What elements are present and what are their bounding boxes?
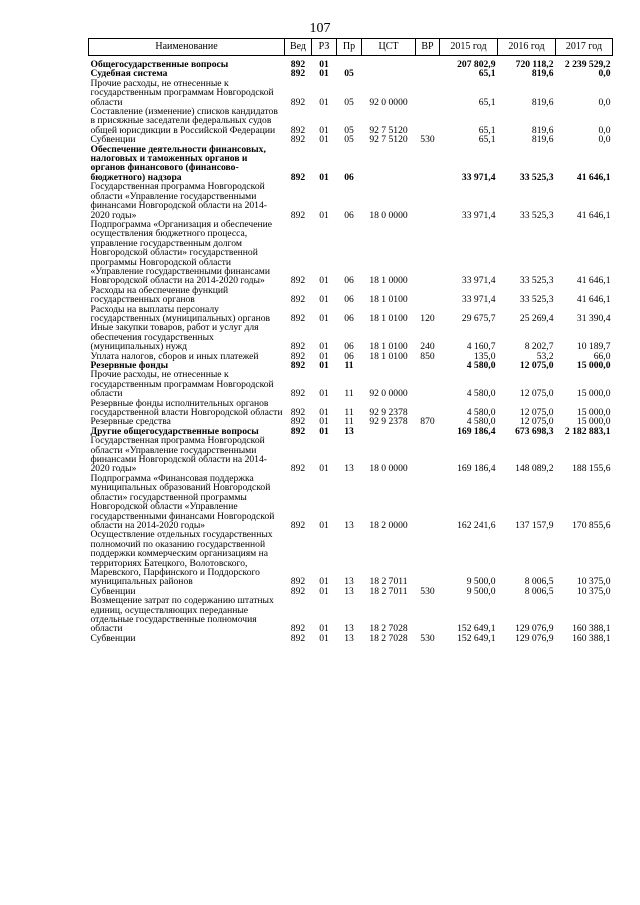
cell-vr	[416, 530, 440, 586]
cell-name: Иные закупки товаров, работ и услуг для обеспечения государственных (муниципальных) нужд	[90, 322, 259, 353]
cell-rz: 01	[319, 209, 329, 221]
cell-2015: 4 580,0	[466, 360, 496, 371]
cell-rz: 01	[319, 59, 329, 70]
cell-pr: 13	[344, 585, 354, 597]
cell-ved: 892	[290, 360, 306, 371]
cell-vr	[416, 436, 440, 474]
table-row	[89, 634, 613, 643]
cell-pr: 05	[344, 68, 354, 80]
cell-name: Судебная система	[90, 68, 168, 80]
cell-2017: 0,0	[598, 96, 611, 108]
cell-2016: 819,6	[531, 124, 554, 136]
cell-pr: 06	[344, 341, 354, 353]
cell-rz: 01	[319, 632, 329, 644]
cell-2015: 152 649,1	[457, 623, 496, 635]
cell-2015: 65,1	[478, 96, 496, 108]
cell-pr: 06	[344, 171, 354, 183]
cell-2015: 135,0	[473, 350, 496, 362]
cell-2016: 819,6	[531, 134, 554, 146]
cell-rz: 01	[319, 312, 329, 324]
header-2017: 2017 год	[556, 39, 613, 56]
cell-pr: 06	[344, 209, 354, 221]
table-row	[89, 530, 613, 586]
cell-name: Возмещение затрат по содержанию штатных единиц, осуществляющих переданные отдельные государственные полномочия области	[90, 595, 274, 635]
table-row	[89, 399, 613, 418]
cell-2016: 12 075,0	[519, 407, 554, 419]
cell-2015: 33 971,4	[461, 294, 496, 306]
header-cst: ЦСТ	[362, 39, 416, 56]
header-pr: Пр	[337, 39, 362, 56]
cell-ved: 892	[290, 312, 306, 324]
cell-2017: 188 155,6	[572, 463, 611, 475]
cell-2016: 12 075,0	[519, 416, 554, 428]
cell-rz: 01	[319, 463, 329, 475]
cell-2015: 169 186,4	[457, 425, 496, 437]
cell-2017: 15 000,0	[576, 388, 611, 400]
cell-2016: 8 006,5	[524, 576, 554, 588]
cell-rz: 01	[319, 425, 329, 437]
cell-rz: 01	[319, 407, 329, 419]
cell-2017: 15 000,0	[576, 407, 611, 419]
cell-2017: 160 388,1	[572, 632, 611, 644]
cell-name: Прочие расходы, не отнесенные к государственным программам Новгородской области	[90, 369, 274, 400]
cell-cst: 18 0 0000	[369, 209, 408, 221]
cell-vr: 530	[420, 632, 435, 644]
cell-name: Прочие расходы, не отнесенные к государственным программам Новгородской области	[90, 77, 274, 108]
cell-2016: 33 525,3	[519, 294, 554, 306]
cell-rz: 01	[319, 96, 329, 108]
cell-rz: 01	[319, 124, 329, 136]
header-rz: РЗ	[312, 39, 337, 56]
cell-2015: 4 160,7	[466, 341, 496, 353]
cell-2015: 33 971,4	[461, 171, 496, 183]
table-row	[89, 182, 613, 220]
header-vr: ВР	[416, 39, 440, 56]
cell-2016: 819,6	[531, 68, 554, 80]
table-row	[89, 79, 613, 107]
cell-2015: 4 580,0	[466, 407, 496, 419]
cell-cst	[362, 145, 416, 183]
cell-2016: 720 118,2	[515, 59, 554, 70]
cell-cst: 18 2 0000	[369, 519, 408, 531]
cell-cst: 18 1 0100	[369, 294, 408, 306]
cell-2017: 2 182 883,1	[564, 425, 611, 437]
cell-2017: 10 375,0	[576, 585, 611, 597]
cell-name: Расходы на обеспечение функций государственных органов	[90, 284, 229, 306]
cell-cst: 18 2 7028	[369, 632, 408, 644]
cell-name: Субвенции	[90, 632, 136, 644]
table-row	[89, 474, 613, 530]
cell-cst: 92 0 0000	[369, 96, 408, 108]
cell-2015: 33 971,4	[461, 275, 496, 287]
cell-2017: 0,0	[598, 134, 611, 146]
cell-vr	[416, 145, 440, 183]
page-number: 107	[309, 21, 331, 36]
cell-2015: 4 580,0	[466, 416, 496, 428]
cell-vr	[416, 56, 440, 70]
cell-pr: 11	[344, 407, 354, 419]
cell-2016: 33 525,3	[519, 171, 554, 183]
cell-vr	[416, 474, 440, 530]
cell-2016: 25 269,4	[519, 312, 554, 324]
cell-name: Государственная программа Новгородской области «Управление государственными финансами Новгородской области на 2014-2020 годы»	[90, 181, 267, 221]
cell-cst	[362, 56, 416, 70]
cell-vr	[416, 79, 440, 107]
cell-2015: 29 675,7	[461, 312, 496, 324]
cell-2015: 169 186,4	[457, 463, 496, 475]
cell-pr: 06	[344, 350, 354, 362]
cell-cst: 18 2 7028	[369, 623, 408, 635]
cell-cst	[362, 361, 416, 370]
cell-2017: 31 390,4	[576, 312, 611, 324]
cell-2016: 819,6	[531, 96, 554, 108]
cell-2015: 162 241,6	[457, 519, 496, 531]
cell-ved: 892	[290, 350, 306, 362]
cell-pr: 06	[344, 275, 354, 287]
cell-rz: 01	[319, 350, 329, 362]
cell-pr: 05	[344, 96, 354, 108]
cell-2016: 129 076,9	[515, 632, 554, 644]
cell-2017: 2 239 529,2	[564, 59, 611, 70]
cell-ved: 892	[290, 294, 306, 306]
header-ved: Вед	[285, 39, 312, 56]
budget-table	[88, 38, 613, 643]
cell-ved: 892	[290, 416, 306, 428]
cell-ved: 892	[290, 425, 306, 437]
cell-vr: 530	[420, 585, 435, 597]
cell-2015: 152 649,1	[457, 632, 496, 644]
cell-rz: 01	[319, 171, 329, 183]
cell-ved: 892	[290, 171, 306, 183]
cell-pr: 11	[344, 416, 354, 428]
cell-rz: 01	[319, 294, 329, 306]
cell-2015: 9 500,0	[466, 585, 496, 597]
cell-cst: 92 7 5120	[369, 124, 408, 136]
cell-2017: 10 189,7	[576, 341, 611, 353]
cell-ved: 892	[290, 134, 306, 146]
cell-2015: 207 802,9	[457, 59, 496, 70]
cell-rz: 01	[319, 519, 329, 531]
cell-2016: 137 157,9	[515, 519, 554, 531]
cell-2017: 170 855,6	[572, 519, 611, 531]
cell-pr: 11	[344, 388, 354, 400]
cell-2015: 33 971,4	[461, 209, 496, 221]
cell-pr: 06	[344, 294, 354, 306]
cell-2016: 148 089,2	[515, 463, 554, 475]
cell-cst	[362, 427, 416, 436]
cell-2016: 12 075,0	[519, 388, 554, 400]
cell-vr	[416, 370, 440, 398]
cell-rz: 01	[319, 134, 329, 146]
table-row	[89, 107, 613, 135]
cell-2016: 8 202,7	[524, 341, 554, 353]
cell-pr: 06	[344, 312, 354, 324]
cell-pr: 13	[344, 519, 354, 531]
cell-pr	[337, 56, 362, 70]
cell-ved: 892	[290, 68, 306, 80]
cell-vr	[416, 220, 440, 286]
cell-2015: 65,1	[478, 68, 496, 80]
cell-name: Уплата налогов, сборов и иных платежей	[90, 350, 259, 362]
cell-name: Расходы на выплаты персоналу государственных (муниципальных) органов	[90, 303, 271, 324]
cell-2017: 41 646,1	[576, 171, 611, 183]
table-row	[89, 596, 613, 634]
cell-ved: 892	[290, 209, 306, 221]
cell-rz: 01	[319, 388, 329, 400]
cell-ved: 892	[290, 388, 306, 400]
cell-pr: 13	[344, 623, 354, 635]
cell-cst: 18 1 0100	[369, 350, 408, 362]
cell-name: Осуществление отдельных государственных полномочий по оказанию государственной поддержки коммерческим организациям на территориях Батецкого, Волотовского, Маревского, Парфинского и Поддорского муниципальных районов	[90, 529, 273, 588]
cell-rz: 01	[319, 416, 329, 428]
cell-ved: 892	[290, 632, 306, 644]
cell-2015: 65,1	[478, 134, 496, 146]
cell-name: Резервные фонды	[90, 360, 169, 371]
cell-name: Подпрограмма «Финансовая поддержка муниципальных образований Новгородской области» государственной программы Новгородской области «Управление государственными финансами Новгородской области на 2014-2020 годы»	[90, 472, 275, 531]
table-row	[89, 323, 613, 351]
cell-cst: 92 9 2378	[369, 416, 408, 428]
cell-ved: 892	[290, 407, 306, 419]
cell-2017: 41 646,1	[576, 294, 611, 306]
cell-rz: 01	[319, 68, 329, 80]
cell-2016: 53,2	[536, 350, 554, 362]
cell-ved: 892	[290, 96, 306, 108]
cell-pr: 13	[344, 463, 354, 475]
header-name: Наименование	[89, 39, 285, 56]
cell-vr	[416, 182, 440, 220]
cell-ved: 892	[290, 59, 306, 70]
cell-vr	[416, 596, 440, 634]
cell-name: Резервные средства	[90, 416, 171, 428]
cell-2017: 0,0	[598, 68, 611, 80]
cell-vr: 530	[420, 134, 435, 146]
cell-ved: 892	[290, 623, 306, 635]
cell-name: Подпрограмма «Организация и обеспечение осуществления бюджетного процесса, управление государственным долгом Новгородской области» государственной программы Новгородской области «Управление государственными финансами Новгородской области на 2014-2020 годы»	[90, 218, 272, 287]
cell-vr	[416, 69, 440, 78]
cell-name: Обеспечение деятельности финансовых, налоговых и таможенных органов и органов финансового (финансово-бюджетного) надзора	[90, 143, 266, 183]
cell-cst: 18 1 0100	[369, 312, 408, 324]
cell-2017: 15 000,0	[576, 416, 611, 428]
cell-2016: 33 525,3	[519, 275, 554, 287]
cell-2016: 12 075,0	[519, 360, 554, 371]
cell-2017: 160 388,1	[572, 623, 611, 635]
cell-rz: 01	[319, 360, 329, 371]
cell-ved: 892	[290, 585, 306, 597]
cell-2017: 0,0	[598, 124, 611, 136]
cell-2017: 10 375,0	[576, 576, 611, 588]
cell-cst: 18 0 0000	[369, 463, 408, 475]
cell-2016: 129 076,9	[515, 623, 554, 635]
cell-rz: 01	[319, 623, 329, 635]
cell-rz: 01	[319, 576, 329, 588]
cell-pr: 13	[344, 632, 354, 644]
cell-cst: 18 2 7011	[369, 576, 408, 588]
cell-cst: 18 2 7011	[369, 585, 408, 597]
cell-name: Составление (изменение) списков кандидатов в присяжные заседатели федеральных судов общей юрисдикции в Российской Федерации	[90, 106, 278, 136]
cell-name: Субвенции	[90, 134, 136, 146]
cell-2016: 8 006,5	[524, 585, 554, 597]
cell-rz: 01	[319, 275, 329, 287]
cell-ved: 892	[290, 275, 306, 287]
table-row	[89, 286, 613, 305]
cell-vr	[416, 399, 440, 418]
cell-name: Государственная программа Новгородской области «Управление государственными финансами Новгородской области на 2014-2020 годы»	[90, 435, 267, 475]
table-body	[89, 56, 613, 644]
cell-2015: 4 580,0	[466, 388, 496, 400]
cell-2015: 65,1	[478, 124, 496, 136]
cell-pr: 13	[344, 425, 354, 437]
cell-2017: 41 646,1	[576, 209, 611, 221]
cell-name: Резервные фонды исполнительных органов государственной власти Новгородской области	[90, 397, 283, 419]
cell-2015: 9 500,0	[466, 576, 496, 588]
cell-vr: 120	[420, 312, 435, 324]
cell-pr: 11	[344, 360, 354, 371]
cell-cst: 92 0 0000	[369, 388, 408, 400]
table-row	[89, 220, 613, 286]
cell-cst: 18 1 0000	[369, 275, 408, 287]
cell-2017: 66,0	[593, 350, 611, 362]
table-row	[89, 145, 613, 183]
cell-cst: 92 7 5120	[369, 134, 408, 146]
cell-pr: 05	[344, 134, 354, 146]
table-header-row	[89, 39, 613, 56]
cell-vr	[416, 427, 440, 436]
cell-name: Общегосударственные вопросы	[90, 59, 229, 70]
cell-cst: 92 9 2378	[369, 407, 408, 419]
table-row	[89, 305, 613, 324]
cell-ved: 892	[290, 463, 306, 475]
cell-name: Другие общегосударственные вопросы	[90, 425, 259, 437]
cell-cst: 18 1 0100	[369, 341, 408, 353]
cell-pr: 05	[344, 124, 354, 136]
cell-2017: 15 000,0	[576, 360, 611, 371]
cell-ved: 892	[290, 341, 306, 353]
table-row	[89, 436, 613, 474]
cell-pr: 13	[344, 576, 354, 588]
cell-cst	[362, 69, 416, 78]
cell-rz: 01	[319, 341, 329, 353]
cell-vr: 850	[420, 350, 435, 362]
table-row	[89, 56, 613, 70]
cell-vr	[416, 107, 440, 135]
cell-2016: 673 698,3	[515, 425, 554, 437]
cell-vr: 870	[420, 416, 435, 428]
header-2016: 2016 год	[498, 39, 556, 56]
cell-ved: 892	[290, 124, 306, 136]
cell-ved: 892	[290, 576, 306, 588]
cell-2016: 33 525,3	[519, 209, 554, 221]
cell-vr	[416, 361, 440, 370]
cell-vr	[416, 286, 440, 305]
cell-vr: 240	[420, 341, 435, 353]
table-row	[89, 370, 613, 398]
header-2015: 2015 год	[440, 39, 498, 56]
cell-2017: 41 646,1	[576, 275, 611, 287]
cell-name: Субвенции	[90, 585, 136, 597]
cell-rz: 01	[319, 585, 329, 597]
cell-ved: 892	[290, 519, 306, 531]
